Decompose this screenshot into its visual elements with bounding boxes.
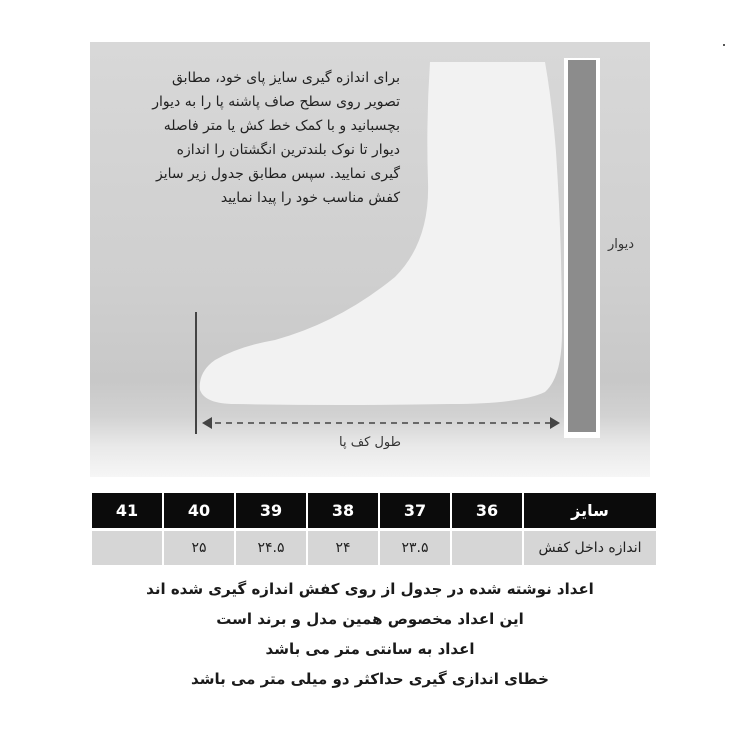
note-item: این اعداد مخصوص همین مدل و برند است: [216, 610, 524, 628]
length-cell: [92, 531, 162, 565]
note-item: اعداد نوشته شده در جدول از روی کفش اندازه گیری شده اند: [146, 580, 594, 598]
size-cell: 38: [308, 493, 378, 528]
foot-measurement-illustration: [90, 42, 650, 477]
size-cell: 40: [164, 493, 234, 528]
arrow-left: [202, 417, 212, 429]
size-header-label: سایز: [524, 493, 656, 528]
length-cell: ۲۳.۵: [380, 531, 450, 565]
size-header-row: [92, 493, 656, 528]
length-row: [92, 531, 656, 565]
length-cell: ۲۴.۵: [236, 531, 306, 565]
note-item: اعداد به سانتی متر می باشد: [265, 640, 475, 658]
wall-inner: [568, 60, 596, 432]
size-table: [90, 490, 658, 568]
length-cell: ۲۵: [164, 531, 234, 565]
size-cell: 37: [380, 493, 450, 528]
instructions-text: برای اندازه گیری سایز پای خود، مطابق تصویر روی سطح صاف پاشنه پا را به دیوار بچسبانید و با کمک خط کش یا متر فاصله دیوار تا نوک بلندترین انگشتان را اندازه گیری نمایید. سپس مطابق جدول زیر سایز کفش مناسب خود را پیدا نمایید: [152, 70, 400, 206]
size-cell: 39: [236, 493, 306, 528]
length-row-label: اندازه داخل کفش: [524, 531, 656, 565]
wall-label: دیوار: [607, 237, 634, 252]
note-item: خطای اندازی گیری حداکثر دو میلی متر می باشد: [191, 670, 549, 688]
length-cell: ۲۴: [308, 531, 378, 565]
corner-dot: [723, 44, 725, 46]
foot-length-label: طول کف پا: [339, 435, 401, 450]
size-cell: 41: [92, 493, 162, 528]
length-cell: [452, 531, 522, 565]
size-cell: 36: [452, 493, 522, 528]
arrow-right: [550, 417, 560, 429]
notes-list: [90, 574, 650, 694]
